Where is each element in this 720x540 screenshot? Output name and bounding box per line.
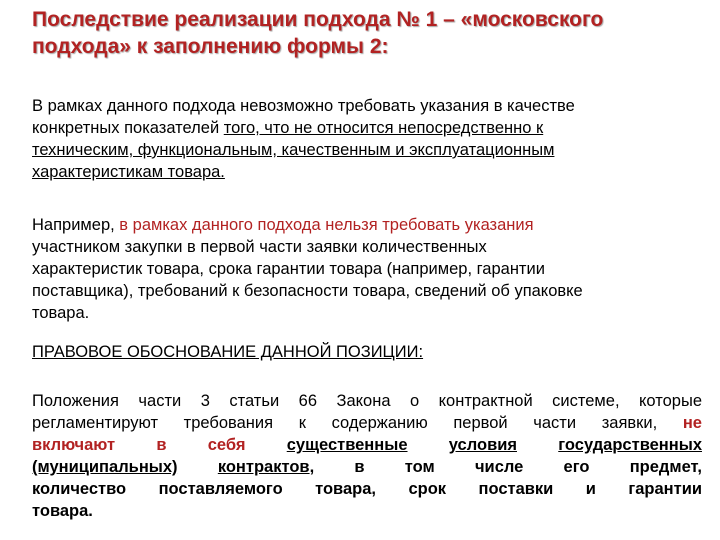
underlined-text: (муниципальных) [32,458,178,476]
paragraph-line: количество поставляемого товара, срок поставки и гарантии [32,480,702,498]
section-heading [32,341,702,363]
paragraph-line: товара. [32,502,93,520]
text-run [178,458,218,476]
text-run [517,436,558,454]
text-run: , в том числе его предмет, [309,458,702,476]
paragraph-line [32,214,702,236]
paragraph-line: поставщика), требований к безопасности товара, сведений об упаковке [32,282,583,300]
paragraph-line: характеристик товара, срока гарантии товара (например, гарантии [32,260,545,278]
underlined-line: характеристикам товара. [32,163,225,181]
text-run: регламентируют требования к содержанию первой части заявки, [32,414,683,432]
paragraph-approach-limits [32,95,702,183]
underlined-line: техническим, функциональным, качественным и эксплуатационным [32,141,555,159]
underlined-text: контрактов [217,458,310,476]
paragraph-line: товара. [32,304,90,322]
paragraph-line [32,434,702,456]
paragraph-line [32,117,702,139]
underlined-text: государственных [558,436,702,454]
paragraph-example [32,214,702,324]
highlighted-text: не [682,414,702,432]
title-line-1: Последствие реализации подхода № 1 – «московского [32,8,604,31]
text-run [408,436,449,454]
paragraph-line: В рамках данного подхода невозможно требовать указания в качестве [32,97,575,115]
underlined-text: того, что не относится непосредственно к [223,119,544,137]
title-line-2: подхода» к заполнению формы 2: [32,35,389,58]
paragraph-line: Положения части 3 статьи 66 Закона о контрактной системе, которые [32,392,702,410]
underlined-text: существенные [286,436,408,454]
paragraph-legal-basis [32,390,702,522]
underlined-text: условия [448,436,517,454]
paragraph-line: участником закупки в первой части заявки количественных [32,238,487,256]
paragraph-line [32,412,702,434]
highlighted-text: в рамках данного подхода нельзя требовать указания [119,216,534,234]
text-run: конкретных показателей [32,119,224,137]
highlighted-text: включают в себя [32,436,287,454]
legal-basis-heading: ПРАВОВОЕ ОБОСНОВАНИЕ ДАННОЙ ПОЗИЦИИ: [32,343,424,361]
text-run: Например, [32,216,120,234]
paragraph-line [32,456,702,478]
slide-title [32,6,702,60]
